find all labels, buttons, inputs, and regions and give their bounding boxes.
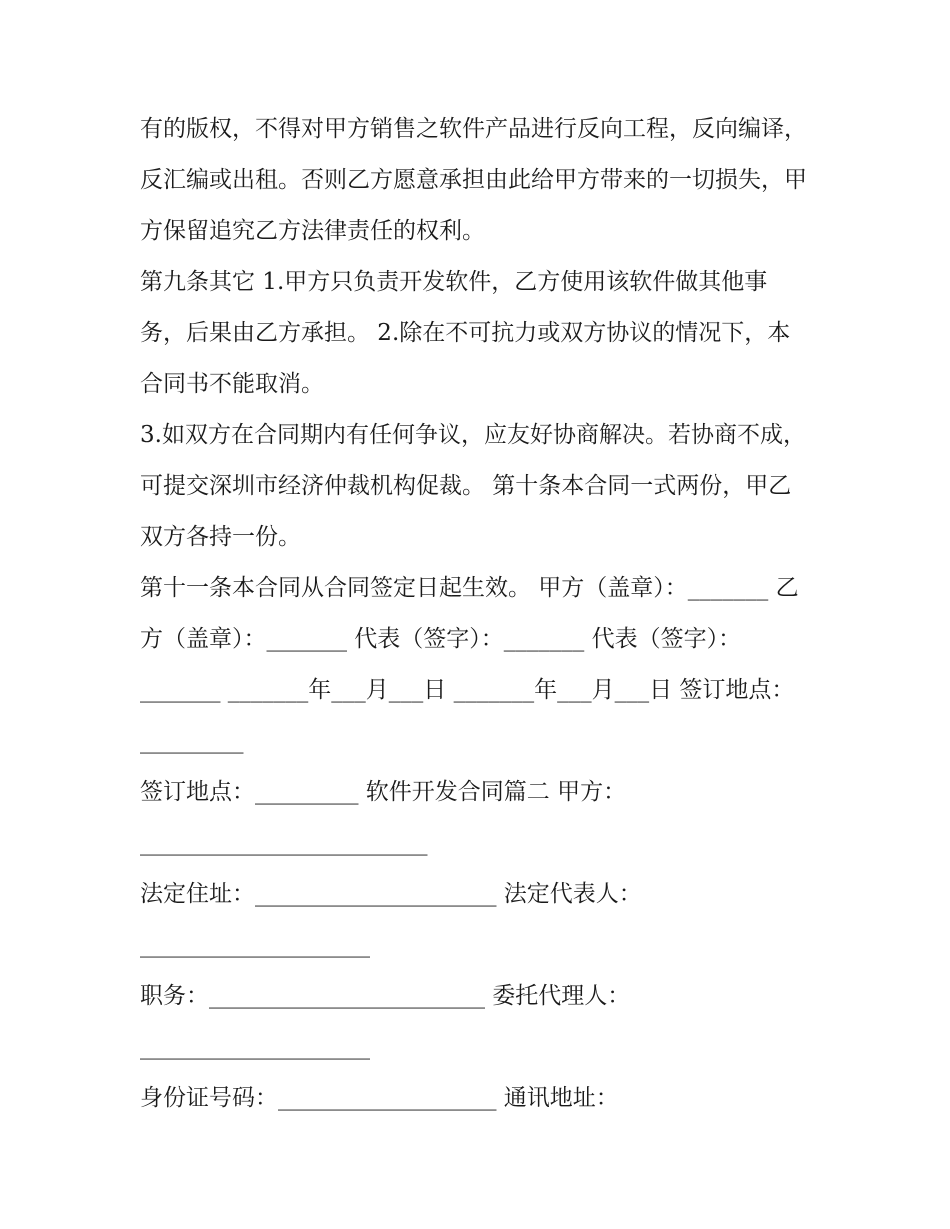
document-body — [140, 104, 812, 1124]
paragraph-article-nine: 第九条其它 1.甲方只负责开发软件，乙方使用该软件做其他事务，后果由乙方承担。 2.除在不可抗力或双方协议的情况下，本合同书不能取消。 — [140, 269, 791, 397]
paragraph-article-eleven-signatures: 第十一条本合同从合同签定日起生效。 甲方（盖章）：_______ 乙方（盖章）：_______ 代表（签字）：_______ 代表（签字）：_______ _______年___月___日 _______年___月___日 签订地点：_________ — [140, 575, 799, 754]
paragraph-legal-address: 法定住址：_____________________ 法定代表人：____________________ — [140, 881, 642, 958]
paragraph-dispute-resolution: 3.如双方在合同期内有任何争议，应友好协商解决。若协商不成，可提交深圳市经济仲裁机构促裁。 第十条本合同一式两份，甲乙双方各持一份。 — [140, 422, 806, 550]
paragraph-position-agent: 职务：________________________ 委托代理人：____________________ — [140, 983, 631, 1060]
paragraph-contract-two-party-a: 签订地点：_________ 软件开发合同篇二 甲方：_________________________ — [140, 779, 627, 856]
paragraph-copyright-clause: 有的版权，不得对甲方销售之软件产品进行反向工程，反向编译，反汇编或出租。否则乙方愿意承担由此给甲方带来的一切损失，甲方保留追究乙方法律责任的权利。 — [140, 116, 807, 244]
paragraph-id-number-address: 身份证号码：___________________ 通讯地址： — [140, 1085, 619, 1111]
